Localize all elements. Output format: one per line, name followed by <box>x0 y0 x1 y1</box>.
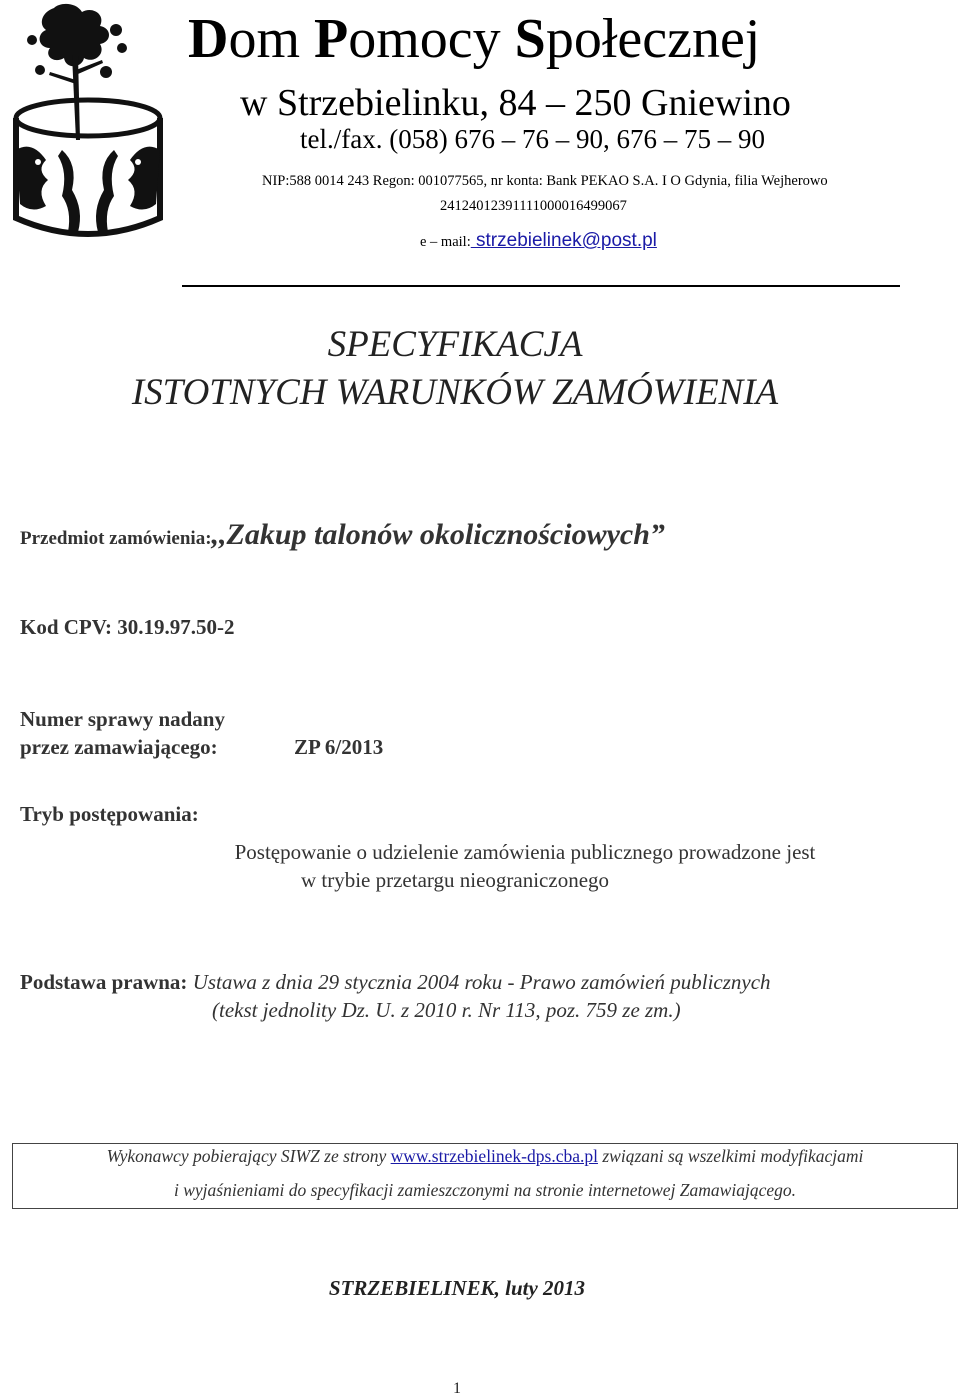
header-divider <box>182 285 900 287</box>
case-number-value: ZP 6/2013 <box>294 735 384 759</box>
subject-label: Przedmiot zamówienia: <box>20 528 212 549</box>
procedure-mode-label: Tryb postępowania: <box>20 802 199 826</box>
legal-basis-label: Podstawa prawna: <box>20 970 188 994</box>
case-number-label-1: Numer sprawy nadany <box>20 707 225 731</box>
subject-value: ,,Zakup talonów okolicznościowych” <box>211 518 665 551</box>
website-link[interactable]: www.strzebielinek-dps.cba.pl <box>390 1146 598 1166</box>
institution-logo <box>2 0 170 245</box>
legal-basis-text-1: Ustawa z dnia 29 stycznia 2004 roku - Prawo zamówień publicznych <box>192 970 771 994</box>
document-title-line2: ISTOTNYCH WARUNKÓW ZAMÓWIENIA <box>131 372 779 413</box>
place-and-date: STRZEBIELINEK, luty 2013 <box>328 1276 586 1300</box>
notice-line1: Wykonawcy pobierający SIWZ ze strony www.strzebielinek-dps.cba.pl związani są wszelkimi modyfikacjami <box>106 1146 864 1166</box>
procedure-mode-text-2: w trybie przetargu nieograniczonego <box>300 868 610 892</box>
institution-name: Dom Pomocy Społecznej <box>188 8 761 70</box>
procedure-mode-text-1: Postępowanie o udzielenie zamówienia publicznego prowadzone jest <box>234 840 816 864</box>
page-number: 1 <box>453 1380 461 1397</box>
notice-line2: i wyjaśnieniami do specyfikacji zamieszczonymi na stronie internetowej Zamawiającego. <box>174 1180 796 1200</box>
email-line <box>420 228 657 255</box>
institution-phone: tel./fax. (058) 676 – 76 – 90, 676 – 75 – 90 <box>300 124 765 154</box>
document-title-line1: SPECYFIKACJA <box>327 324 583 365</box>
email-link[interactable]: strzebielinek@post.pl <box>470 230 657 251</box>
subject-row <box>20 518 665 552</box>
bank-account: 24124012391111000016499067 <box>440 198 627 214</box>
institution-ids: NIP:588 0014 243 Regon: 001077565, nr konta: Bank PEKAO S.A. I O Gdynia, filia Wejherowo <box>262 173 828 189</box>
case-number-label-2: przez zamawiającego: <box>20 735 218 759</box>
legal-basis-text-2: (tekst jednolity Dz. U. z 2010 r. Nr 113, poz. 759 ze zm.) <box>212 998 681 1022</box>
legal-basis-row <box>20 970 771 995</box>
institution-address: w Strzebielinku, 84 – 250 Gniewino <box>240 82 791 124</box>
email-label: e – mail: <box>420 234 471 250</box>
cpv-code: Kod CPV: 30.19.97.50-2 <box>20 615 235 639</box>
